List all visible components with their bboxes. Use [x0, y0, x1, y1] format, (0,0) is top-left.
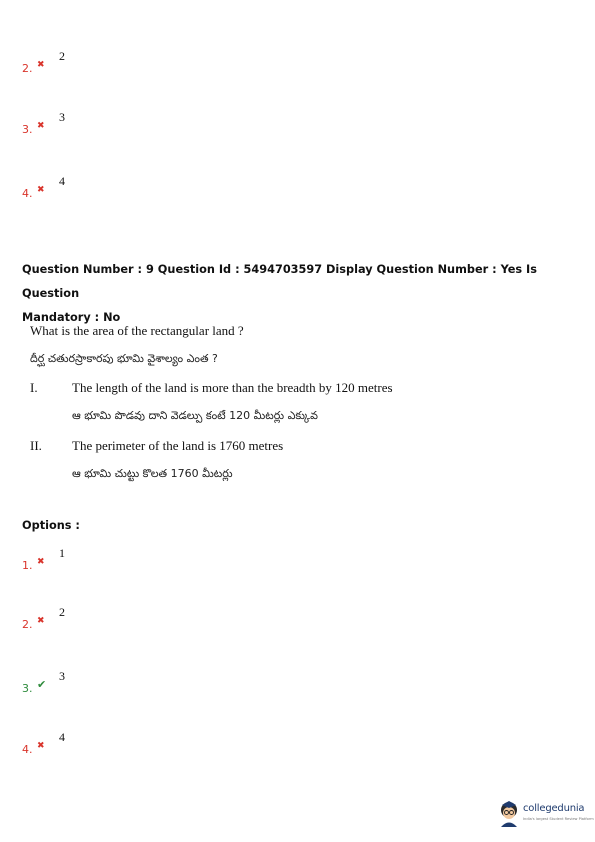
option-number: 3.: [22, 682, 33, 695]
statement-2-label: II.: [30, 438, 42, 453]
cross-icon: ✖: [37, 557, 45, 567]
option-number: 2.: [22, 62, 33, 75]
option-value: 3: [59, 669, 65, 683]
option-value: 2: [59, 605, 65, 619]
option-value: 2: [59, 49, 65, 63]
question-prompt-te: దీర్ఘ చతురస్రాకారపు భూమి వైశాల్యం ఎంత ?: [30, 352, 218, 365]
question-header-line1: Question Number : 9 Question Id : 5494703597 Display Question Number : Yes Is Question: [22, 263, 537, 300]
cross-icon: ✖: [37, 121, 45, 131]
option-value: 4: [59, 730, 65, 744]
option-number: 3.: [22, 123, 33, 136]
statement-1-label: I.: [30, 380, 38, 395]
options-label: Options :: [22, 519, 80, 532]
option-value: 3: [59, 110, 65, 124]
question-header-line2: Mandatory : No: [22, 311, 121, 324]
statement-1-text-en: The length of the land is more than the breadth by 120 metres: [72, 380, 393, 395]
option-number: 4.: [22, 187, 33, 200]
collegedunia-logo: [497, 800, 594, 830]
option-value: 4: [59, 174, 65, 188]
option-number: 1.: [22, 559, 33, 572]
brand-name: collegedunia: [523, 803, 585, 814]
check-icon: ✔: [37, 678, 47, 691]
cross-icon: ✖: [37, 185, 45, 195]
brand-tagline: India's largest Student Review Platform: [523, 817, 594, 821]
mascot-icon: [497, 800, 521, 828]
statement-2-text-te: ఆ భూమి చుట్టు కొలత 1760 మీటర్లు: [72, 467, 233, 480]
option-number: 4.: [22, 743, 33, 756]
question-prompt-en: What is the area of the rectangular land ?: [30, 323, 244, 338]
option-number: 2.: [22, 618, 33, 631]
question-header: [22, 258, 567, 330]
option-value: 1: [59, 546, 65, 560]
cross-icon: ✖: [37, 616, 45, 626]
cross-icon: ✖: [37, 60, 45, 70]
statement-2-text-en: The perimeter of the land is 1760 metres: [72, 438, 284, 453]
statement-1-text-te: ఆ భూమి పొడవు దాని వెడల్పు కంటే 120 మీటర్లు ఎక్కువ: [72, 409, 318, 422]
cross-icon: ✖: [37, 741, 45, 751]
